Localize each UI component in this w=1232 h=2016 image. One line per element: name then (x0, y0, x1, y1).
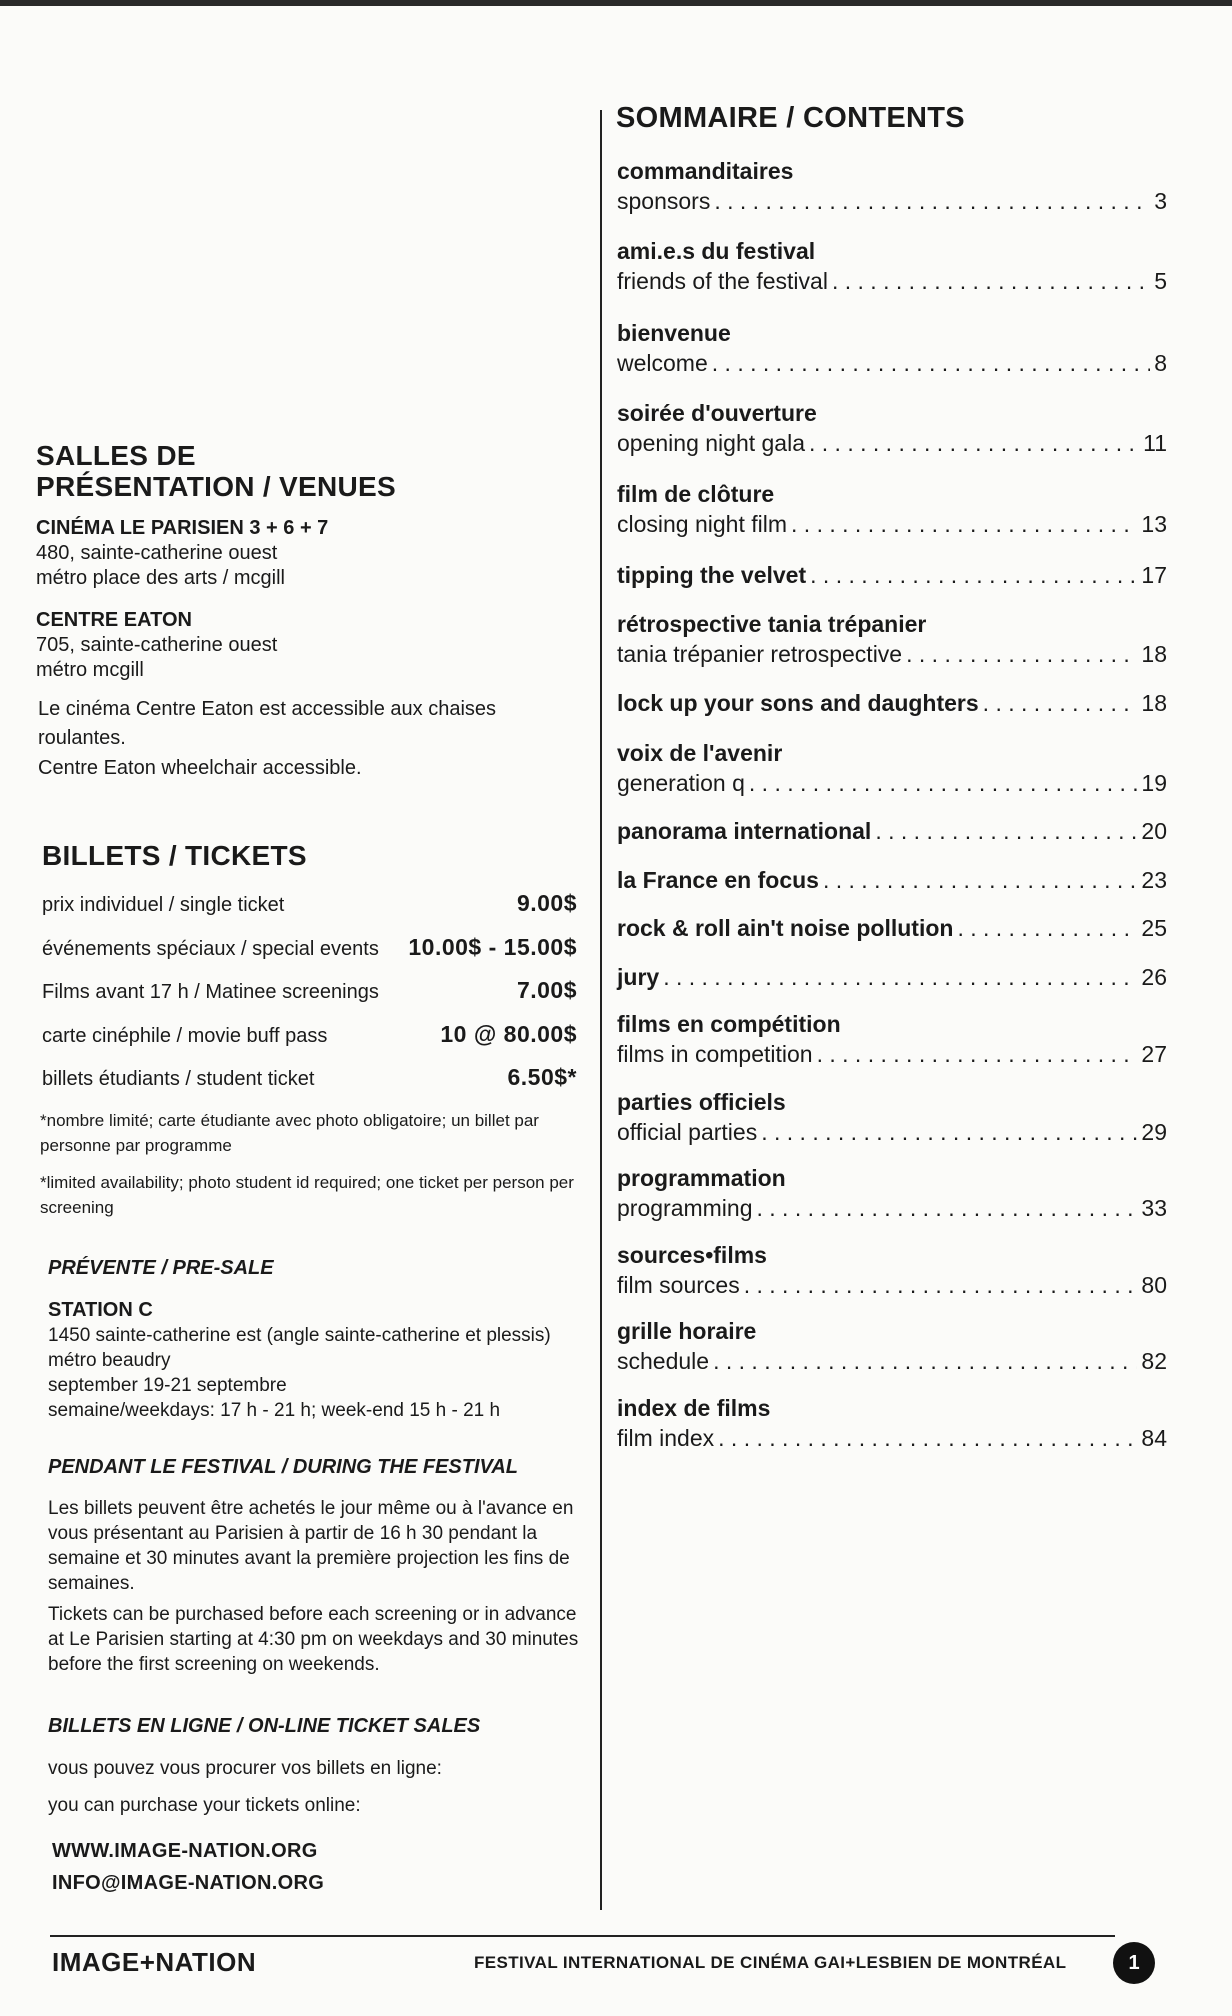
online-sales-en: you can purchase your tickets online: (48, 1795, 361, 1816)
toc-leader-dots (761, 1117, 1137, 1147)
price-value: 7.00$ (516, 977, 577, 1003)
toc-entry[interactable] (617, 560, 1167, 590)
venue-metro: métro place des arts / mcgill (36, 567, 285, 589)
toc-line (617, 913, 1167, 943)
toc-line (617, 560, 1167, 590)
toc-title-fr: bienvenue (617, 320, 731, 346)
toc-entry[interactable] (617, 318, 1167, 378)
toc-title-en: programming (617, 1195, 753, 1221)
toc-entry[interactable] (617, 609, 1167, 669)
toc-title-fr: rétrospective tania trépanier (617, 611, 927, 637)
toc-page-number: 5 (1154, 268, 1167, 294)
toc-leader-dots (957, 913, 1137, 943)
toc-title-fr: voix de l'avenir (617, 740, 783, 766)
presale-details (48, 1298, 588, 1423)
toc-leader-dots (749, 768, 1138, 798)
venue-name: CENTRE EATON (36, 609, 192, 631)
toc-title-en: schedule (617, 1348, 710, 1374)
toc-line (617, 266, 1167, 296)
footer-brand: IMAGE+NATION (52, 1947, 257, 1977)
toc-page-number: 20 (1141, 818, 1167, 844)
toc-line (617, 768, 1167, 798)
toc-page-number: 18 (1141, 641, 1167, 667)
toc-entry[interactable] (617, 865, 1167, 895)
toc-leader-dots (823, 865, 1137, 895)
price-label: carte cinéphile / movie buff pass (42, 1025, 328, 1047)
toc-entry[interactable] (617, 236, 1167, 296)
page-number-badge: 1 (1113, 1942, 1155, 1984)
email-link[interactable]: INFO@IMAGE-NATION.ORG (52, 1872, 325, 1894)
toc-title-fr: parties officiels (617, 1089, 786, 1115)
toc-entry[interactable] (617, 816, 1167, 846)
price-value: 10 @ 80.00$ (440, 1021, 577, 1047)
presale-venue-name: STATION C (48, 1299, 153, 1321)
price-label: prix individuel / single ticket (42, 894, 285, 916)
toc-entry[interactable] (617, 1087, 1167, 1147)
venues-heading (36, 440, 396, 502)
toc-leader-dots (906, 639, 1137, 669)
toc-page-number: 26 (1141, 964, 1167, 990)
toc-title-en: official parties (617, 1119, 758, 1145)
toc-page-number: 25 (1141, 915, 1167, 941)
toc-entry[interactable] (617, 688, 1167, 718)
contents-heading: SOMMAIRE / CONTENTS (616, 102, 965, 134)
toc-page-number: 23 (1141, 867, 1167, 893)
toc-title-en: tania trépanier retrospective (617, 641, 903, 667)
toc-page-number: 19 (1141, 770, 1167, 796)
toc-title-en: jury (617, 964, 660, 990)
toc-page-number: 80 (1141, 1272, 1167, 1298)
toc-title-en: generation q (617, 770, 745, 796)
toc-line (617, 1270, 1167, 1300)
during-festival-heading: PENDANT LE FESTIVAL / DURING THE FESTIVAL (48, 1456, 519, 1478)
toc-leader-dots (663, 962, 1137, 992)
venue-eaton (36, 608, 576, 683)
toc-title-en: la France en focus (617, 867, 819, 893)
toc-title-en: rock & roll ain't noise pollution (617, 915, 954, 941)
website-link[interactable]: WWW.IMAGE-NATION.ORG (52, 1840, 318, 1862)
venues-heading-line2: PRÉSENTATION / VENUES (36, 471, 396, 502)
toc-leader-dots (744, 1270, 1138, 1300)
toc-line (617, 1117, 1167, 1147)
toc-entry[interactable] (617, 962, 1167, 992)
toc-title-en: lock up your sons and daughters (617, 690, 979, 716)
toc-title-en: closing night film (617, 511, 788, 537)
toc-title-en: film index (617, 1425, 715, 1451)
price-row (42, 890, 577, 920)
toc-page-number: 29 (1141, 1119, 1167, 1145)
toc-entry[interactable] (617, 913, 1167, 943)
price-value: 6.50$* (507, 1064, 577, 1090)
toc-title-en: films in competition (617, 1041, 813, 1067)
toc-line (617, 186, 1167, 216)
column-divider (600, 110, 602, 1910)
toc-leader-dots (714, 186, 1150, 216)
toc-page-number: 82 (1141, 1348, 1167, 1374)
toc-line (617, 509, 1167, 539)
price-label: billets étudiants / student ticket (42, 1068, 315, 1090)
toc-leader-dots (817, 1039, 1138, 1069)
toc-line (617, 1346, 1167, 1376)
toc-leader-dots (712, 348, 1150, 378)
toc-leader-dots (757, 1193, 1138, 1223)
toc-line (617, 428, 1167, 458)
price-row (42, 1021, 577, 1051)
price-row (42, 1064, 577, 1094)
toc-entry[interactable] (617, 1163, 1167, 1223)
online-sales-heading: BILLETS EN LIGNE / ON-LINE TICKET SALES (48, 1715, 481, 1737)
toc-leader-dots (875, 816, 1137, 846)
toc-page-number: 18 (1141, 690, 1167, 716)
toc-title-fr: index de films (617, 1395, 771, 1421)
toc-entry[interactable] (617, 156, 1167, 216)
venue-address: 480, sainte-catherine ouest (36, 542, 278, 564)
toc-title-fr: ami.e.s du festival (617, 238, 816, 264)
toc-title-fr: grille horaire (617, 1318, 757, 1344)
venue-parisien (36, 516, 576, 591)
toc-title-fr: programmation (617, 1165, 786, 1191)
toc-leader-dots (718, 1423, 1137, 1453)
venues-heading-line1: SALLES DE (36, 440, 196, 471)
venue-name: CINÉMA LE PARISIEN 3 + 6 + 7 (36, 517, 329, 539)
presale-metro: métro beaudry (48, 1350, 171, 1371)
toc-title-en: opening night gala (617, 430, 805, 456)
price-row (42, 977, 577, 1007)
presale-dates: september 19-21 septembre (48, 1375, 287, 1396)
toc-line (617, 1039, 1167, 1069)
toc-entry[interactable] (617, 1393, 1167, 1453)
venue-metro: métro mcgill (36, 659, 144, 681)
price-label: Films avant 17 h / Matinee screenings (42, 981, 379, 1003)
toc-entry[interactable] (617, 398, 1167, 458)
venue-address: 705, sainte-catherine ouest (36, 634, 278, 656)
toc-title-en: tipping the velvet (617, 562, 807, 588)
price-value: 10.00$ - 15.00$ (408, 934, 577, 960)
toc-entry[interactable] (617, 1240, 1167, 1300)
price-label: événements spéciaux / special events (42, 938, 379, 960)
toc-line (617, 962, 1167, 992)
toc-page-number: 11 (1143, 430, 1167, 456)
toc-entry[interactable] (617, 1316, 1167, 1376)
toc-leader-dots (791, 509, 1137, 539)
toc-title-fr: soirée d'ouverture (617, 400, 817, 426)
ticket-footnote-fr: *nombre limité; carte étudiante avec photo obligatoire; un billet par personne par programme (40, 1111, 539, 1155)
price-row (42, 934, 577, 964)
toc-line (617, 1423, 1167, 1453)
toc-title-fr: film de clôture (617, 481, 775, 507)
toc-page-number: 3 (1154, 188, 1167, 214)
toc-title-fr: films en compétition (617, 1011, 841, 1037)
toc-page-number: 33 (1141, 1195, 1167, 1221)
during-festival-fr: Les billets peuvent être achetés le jour même ou à l'avance en vous présentant au Parisien à partir de 16 h 30 pendant la semaine et 30 minutes avant la première projection les fins de semaines. (48, 1498, 574, 1594)
presale-address: 1450 sainte-catherine est (angle sainte-catherine et plessis) (48, 1325, 551, 1346)
footer-tagline: FESTIVAL INTERNATIONAL DE CINÉMA GAI+LESBIEN DE MONTRÉAL (474, 1953, 1067, 1972)
toc-title-fr: sources•films (617, 1242, 767, 1268)
toc-entry[interactable] (617, 1009, 1167, 1069)
toc-line (617, 348, 1167, 378)
toc-page-number: 84 (1141, 1425, 1167, 1451)
toc-title-en: sponsors (617, 188, 711, 214)
toc-title-en: film sources (617, 1272, 740, 1298)
toc-page-number: 8 (1154, 350, 1167, 376)
toc-line (617, 639, 1167, 669)
toc-title-en: friends of the festival (617, 268, 828, 294)
during-festival-en: Tickets can be purchased before each screening or in advance at Le Parisien starting at 4:30 pm on weekdays and 30 minutes before the first screening on weekends. (48, 1604, 579, 1675)
accessibility-note-fr: Le cinéma Centre Eaton est accessible aux chaises roulantes. (38, 698, 497, 749)
toc-page-number: 13 (1141, 511, 1167, 537)
toc-line (617, 865, 1167, 895)
toc-leader-dots (809, 428, 1139, 458)
toc-title-fr: commanditaires (617, 158, 794, 184)
toc-line (617, 688, 1167, 718)
accessibility-note-en: Centre Eaton wheelchair accessible. (38, 757, 362, 779)
presale-hours: semaine/weekdays: 17 h - 21 h; week-end 15 h - 21 h (48, 1400, 501, 1421)
top-edge-bar (0, 0, 1232, 6)
toc-leader-dots (832, 266, 1150, 296)
toc-leader-dots (810, 560, 1137, 590)
price-value: 9.00$ (516, 890, 577, 916)
toc-page-number: 17 (1141, 562, 1167, 588)
ticket-footnote-en: *limited availability; photo student id required; one ticket per person per screening (40, 1173, 574, 1217)
toc-entry[interactable] (617, 479, 1167, 539)
presale-heading: PRÉVENTE / PRE-SALE (48, 1257, 274, 1279)
toc-title-en: welcome (617, 350, 708, 376)
footer-rule (50, 1935, 1115, 1937)
toc-title-en: panorama international (617, 818, 872, 844)
tickets-heading: BILLETS / TICKETS (42, 840, 307, 871)
toc-entry[interactable] (617, 738, 1167, 798)
toc-leader-dots (983, 688, 1138, 718)
toc-leader-dots (713, 1346, 1137, 1376)
toc-page-number: 27 (1141, 1041, 1167, 1067)
toc-line (617, 816, 1167, 846)
online-sales-fr: vous pouvez vous procurer vos billets en ligne: (48, 1758, 442, 1779)
toc-line (617, 1193, 1167, 1223)
